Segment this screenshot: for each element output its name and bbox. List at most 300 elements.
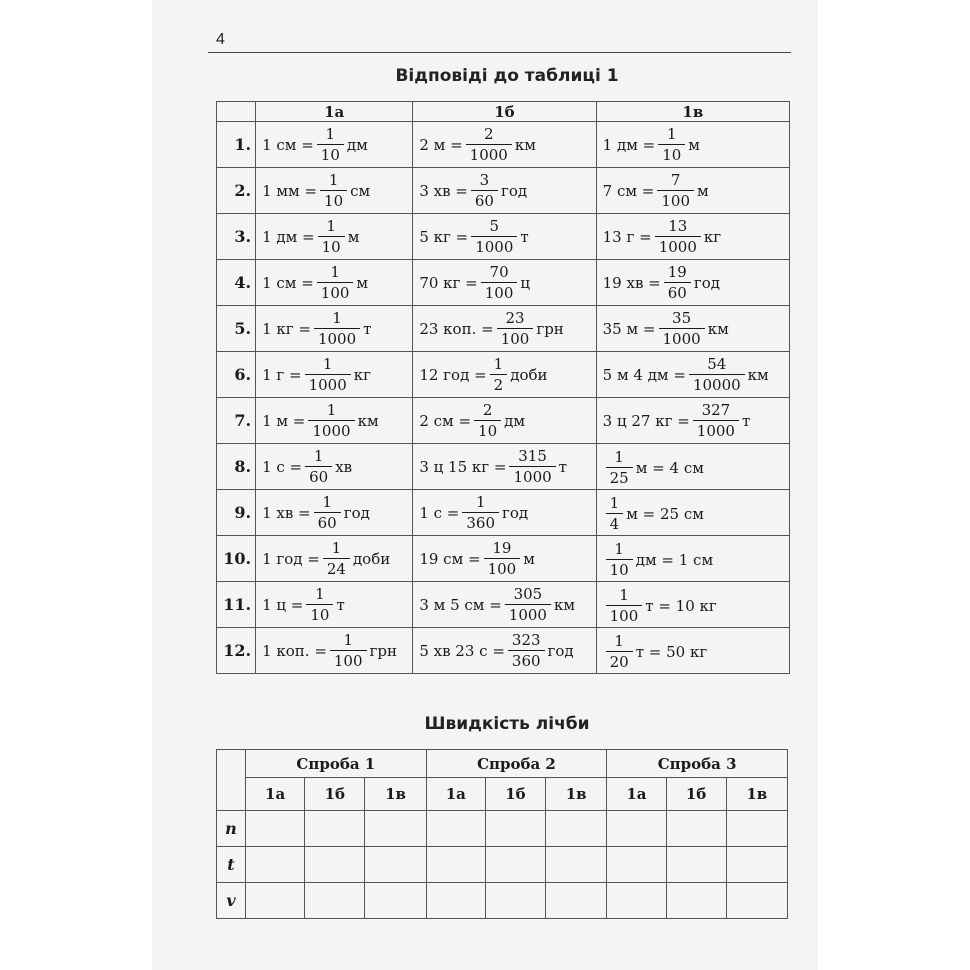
- unit-label: т = 10 кг: [645, 596, 717, 615]
- conversion-expression: [602, 124, 700, 164]
- equation-left: 1 см =: [262, 273, 314, 292]
- attempt-header: Спроба 1: [246, 750, 427, 778]
- conversion-cell: [256, 536, 413, 582]
- denominator: 100: [317, 282, 354, 301]
- denominator: 1000: [659, 328, 705, 347]
- fraction: [509, 446, 555, 486]
- equation-left: 1 дм =: [262, 227, 315, 246]
- denominator: 100: [497, 328, 534, 347]
- fraction: [314, 492, 341, 532]
- conversion-expression: [419, 492, 529, 532]
- conversion-cell: [256, 168, 413, 214]
- unit-label: м: [356, 273, 369, 292]
- conversion-cell: [256, 306, 413, 352]
- numerator: 19: [667, 262, 687, 281]
- blank-cell: [485, 811, 545, 847]
- denominator: 10: [317, 144, 344, 163]
- row-number: 10.: [217, 536, 256, 582]
- conversion-cell: [413, 352, 596, 398]
- subcolumn-header: 1а: [246, 778, 305, 811]
- denominator: 60: [305, 466, 332, 485]
- conversion-expression: [262, 354, 371, 394]
- row-label: v: [217, 883, 246, 919]
- equation-left: 3 м 5 см =: [419, 595, 502, 614]
- table-row: [217, 352, 790, 398]
- conversion-cell: [413, 444, 596, 490]
- equation-left: 1 хв =: [262, 503, 311, 522]
- blank-cell: [305, 883, 365, 919]
- numerator: 3: [479, 170, 490, 189]
- fraction: [606, 631, 633, 671]
- conversion-cell: [256, 214, 413, 260]
- numerator: 1: [330, 262, 340, 281]
- fraction: [318, 216, 345, 256]
- fraction: [306, 584, 333, 624]
- fraction: [657, 170, 694, 210]
- unit-label: см: [350, 181, 371, 200]
- conversion-expression: [262, 584, 345, 624]
- denominator: 1000: [305, 374, 351, 393]
- conversion-expression: [602, 170, 709, 210]
- row-label: t: [217, 847, 246, 883]
- table-row: [217, 260, 790, 306]
- denominator: 100: [606, 605, 643, 624]
- equation-left: 1 см =: [262, 135, 314, 154]
- subcolumn-header: 1а: [607, 778, 666, 811]
- unit-label: кг: [353, 365, 371, 384]
- subcolumn-header: 1б: [485, 778, 545, 811]
- conversion-expression: [602, 262, 720, 302]
- row-number: 8.: [217, 444, 256, 490]
- fraction: [508, 630, 545, 670]
- fraction: [606, 539, 633, 579]
- equation-left: 23 коп. =: [419, 319, 494, 338]
- conversion-expression: [262, 492, 370, 532]
- conversion-expression: [262, 262, 369, 302]
- denominator: 10: [318, 236, 345, 255]
- blank-cell: [545, 811, 606, 847]
- answers-table: [216, 101, 790, 674]
- conversion-expression: [602, 216, 722, 256]
- blank-cell: [607, 847, 666, 883]
- fraction: [474, 400, 501, 440]
- conversion-cell: [413, 306, 596, 352]
- numerator: 1: [343, 630, 353, 649]
- equation-left: 1 год =: [262, 549, 320, 568]
- conversion-cell: [596, 168, 789, 214]
- unit-label: км: [747, 365, 769, 384]
- denominator: 1000: [505, 604, 551, 623]
- row-number: 3.: [217, 214, 256, 260]
- table2-title: Швидкість лічби: [424, 714, 590, 734]
- blank-cell: [666, 883, 726, 919]
- numerator: 1: [666, 124, 677, 143]
- conversion-cell: [256, 398, 413, 444]
- conversion-expression: [419, 538, 535, 578]
- unit-label: год: [693, 273, 720, 292]
- unit-label: т = 50 кг: [635, 642, 708, 661]
- conversion-cell: [596, 352, 789, 398]
- fraction: [481, 262, 518, 302]
- conversion-cell: [256, 628, 413, 674]
- subcolumn-header: 1в: [365, 778, 426, 811]
- conversion-cell: [413, 168, 596, 214]
- unit-label: доби: [510, 365, 548, 384]
- table-row: [217, 214, 790, 260]
- numerator: 1: [614, 539, 624, 558]
- unit-label: км: [553, 595, 576, 614]
- denominator: 100: [330, 650, 367, 669]
- fraction: [330, 630, 367, 670]
- conversion-expression: [419, 262, 531, 302]
- conversion-cell: [596, 536, 789, 582]
- fraction: [484, 538, 521, 578]
- subcolumn-header: 1б: [666, 778, 726, 811]
- denominator: 60: [664, 282, 691, 301]
- numerator: 7: [670, 170, 681, 189]
- blank-cell: [246, 811, 305, 847]
- unit-label: м = 4 см: [635, 458, 704, 477]
- table-row: [217, 536, 790, 582]
- table-row: [217, 306, 790, 352]
- fraction: [305, 446, 332, 486]
- column-header: 1а: [256, 102, 413, 122]
- row-number: 1.: [217, 122, 256, 168]
- conversion-expression: [419, 170, 528, 210]
- column-header: 1б: [413, 102, 596, 122]
- fraction: [462, 492, 499, 532]
- conversion-cell: [596, 490, 789, 536]
- numerator: 1: [619, 585, 629, 604]
- fraction: [317, 124, 344, 164]
- numerator: 54: [707, 354, 727, 373]
- equation-left: 1 ц =: [262, 595, 304, 614]
- fraction: [606, 447, 633, 487]
- conversion-cell: [413, 398, 596, 444]
- conversion-cell: [256, 444, 413, 490]
- unit-label: м: [688, 135, 700, 154]
- numerator: 1: [326, 216, 336, 235]
- blank-cell: [426, 811, 485, 847]
- conversion-cell: [256, 122, 413, 168]
- denominator: 360: [508, 650, 545, 669]
- table-row: [217, 122, 790, 168]
- conversion-cell: [413, 582, 596, 628]
- denominator: 60: [314, 512, 341, 531]
- unit-label: год: [500, 181, 528, 200]
- conversion-expression: [262, 308, 372, 348]
- row-number: 2.: [217, 168, 256, 214]
- row-number: 12.: [217, 628, 256, 674]
- unit-label: км: [514, 135, 536, 154]
- unit-label: хв: [335, 457, 353, 476]
- denominator: 1000: [693, 420, 739, 439]
- conversion-expression: [262, 630, 397, 670]
- denominator: 2: [490, 374, 508, 393]
- conversion-cell: [256, 582, 413, 628]
- equation-left: 35 м =: [602, 319, 656, 338]
- conversion-cell: [413, 260, 596, 306]
- denominator: 10: [658, 144, 685, 163]
- numerator: 1: [328, 170, 339, 189]
- unit-label: ц: [520, 273, 531, 292]
- denominator: 100: [484, 558, 521, 577]
- blank-cell: [365, 811, 426, 847]
- speed-row: [217, 847, 788, 883]
- blank-cell: [726, 883, 787, 919]
- numerator: 35: [672, 308, 692, 327]
- unit-label: дм: [504, 411, 526, 430]
- numerator: 1: [313, 446, 324, 465]
- speed-table: [216, 749, 788, 919]
- unit-label: км: [357, 411, 379, 430]
- blank-cell: [726, 811, 787, 847]
- conversion-cell: [413, 536, 596, 582]
- denominator: 1000: [509, 466, 555, 485]
- conversion-cell: [413, 628, 596, 674]
- numerator: 1: [493, 354, 504, 373]
- row-number: 6.: [217, 352, 256, 398]
- table-row: [217, 398, 790, 444]
- conversion-expression: [602, 354, 769, 394]
- conversion-cell: [596, 444, 789, 490]
- conversion-cell: [256, 490, 413, 536]
- conversion-cell: [413, 490, 596, 536]
- conversion-cell: [413, 122, 596, 168]
- equation-left: 1 коп. =: [262, 641, 327, 660]
- conversion-expression: [262, 400, 379, 440]
- conversion-expression: [603, 585, 717, 625]
- fraction: [606, 493, 624, 533]
- blank-cell: [365, 883, 426, 919]
- denominator: 100: [481, 282, 518, 301]
- blank-cell: [305, 847, 365, 883]
- table-row: [217, 168, 790, 214]
- denominator: 1000: [655, 236, 701, 255]
- denominator: 360: [462, 512, 499, 531]
- equation-left: 3 ц 27 кг =: [602, 411, 690, 430]
- attempt-header: Спроба 3: [607, 750, 788, 778]
- equation-left: 1 г =: [262, 365, 302, 384]
- conversion-expression: [262, 446, 353, 486]
- denominator: 1000: [471, 236, 517, 255]
- denominator: 60: [471, 190, 498, 209]
- numerator: 13: [668, 216, 688, 235]
- unit-label: грн: [369, 641, 397, 660]
- fraction: [655, 216, 701, 256]
- blank-cell: [607, 883, 666, 919]
- row-number: 5.: [217, 306, 256, 352]
- conversion-cell: [596, 628, 789, 674]
- equation-left: 12 год =: [419, 365, 487, 384]
- equation-left: 3 хв =: [419, 181, 468, 200]
- table-row: [217, 490, 790, 536]
- speed-row: [217, 883, 788, 919]
- conversion-cell: [413, 214, 596, 260]
- speed-header-row: [217, 750, 788, 778]
- conversion-cell: [596, 306, 789, 352]
- speed-body: [217, 811, 788, 919]
- numerator: 323: [511, 630, 541, 649]
- row-number: 7.: [217, 398, 256, 444]
- equation-left: 1 с =: [419, 503, 460, 522]
- blank-cell: [246, 883, 305, 919]
- conversion-expression: [603, 539, 714, 579]
- blank-cell: [666, 811, 726, 847]
- blank-cell: [726, 847, 787, 883]
- denominator: 10: [606, 559, 633, 578]
- equation-left: 5 кг =: [419, 227, 469, 246]
- fraction: [317, 262, 354, 302]
- numerator: 1: [614, 631, 624, 650]
- numerator: 23: [505, 308, 525, 327]
- column-header: 1в: [596, 102, 789, 122]
- fraction: [490, 354, 508, 394]
- equation-left: 19 см =: [419, 549, 481, 568]
- conversion-expression: [603, 447, 704, 487]
- answers-header-row: [217, 102, 790, 122]
- conversion-expression: [419, 124, 536, 164]
- numerator: 1: [614, 447, 624, 466]
- unit-label: т: [336, 595, 345, 614]
- fraction: [308, 400, 354, 440]
- denominator: 25: [606, 467, 633, 486]
- attempt-header: Спроба 2: [426, 750, 607, 778]
- denominator: 1000: [314, 328, 360, 347]
- equation-left: 7 см =: [602, 181, 655, 200]
- fraction: [659, 308, 705, 348]
- unit-label: дм = 1 см: [635, 550, 714, 569]
- numerator: 1: [326, 400, 337, 419]
- conversion-cell: [256, 352, 413, 398]
- unit-label: кг: [703, 227, 722, 246]
- equation-left: 1 мм =: [262, 181, 318, 200]
- conversion-expression: [262, 170, 371, 210]
- blank-cell: [365, 847, 426, 883]
- conversion-expression: [602, 308, 729, 348]
- equation-left: 13 г =: [602, 227, 652, 246]
- fraction: [606, 585, 643, 625]
- fraction: [305, 354, 351, 394]
- unit-label: год: [547, 641, 574, 660]
- denominator: 10: [320, 190, 347, 209]
- conversion-expression: [602, 400, 751, 440]
- unit-label: км: [707, 319, 729, 338]
- blank-cell: [607, 811, 666, 847]
- answers-body: [217, 122, 790, 674]
- denominator: 10: [306, 604, 333, 623]
- subcolumn-header: 1в: [726, 778, 787, 811]
- fraction: [689, 354, 745, 394]
- unit-label: год: [343, 503, 370, 522]
- blank-cell: [666, 847, 726, 883]
- unit-label: м: [347, 227, 360, 246]
- table-row: [217, 628, 790, 674]
- numerator: 1: [332, 308, 342, 327]
- unit-label: дм: [346, 135, 368, 154]
- denominator: 100: [657, 190, 694, 209]
- unit-label: т: [558, 457, 567, 476]
- unit-label: год: [502, 503, 529, 522]
- numerator: 1: [609, 493, 620, 512]
- fraction: [505, 584, 551, 624]
- numerator: 1: [331, 538, 342, 557]
- subcolumn-header: 1а: [426, 778, 485, 811]
- unit-label: м: [697, 181, 709, 200]
- table-row: [217, 582, 790, 628]
- numerator: 2: [483, 124, 494, 143]
- numerator: 5: [489, 216, 500, 235]
- equation-left: 5 хв 23 с =: [419, 641, 505, 660]
- equation-left: 19 хв =: [602, 273, 661, 292]
- fraction: [471, 170, 498, 210]
- denominator: 1000: [308, 420, 354, 439]
- fraction: [320, 170, 347, 210]
- answers-corner-cell: [217, 102, 256, 122]
- conversion-expression: [419, 354, 548, 394]
- fraction: [471, 216, 517, 256]
- header-rule: [208, 52, 791, 53]
- fraction: [314, 308, 360, 348]
- equation-left: 1 м =: [262, 411, 306, 430]
- unit-label: т: [363, 319, 372, 338]
- row-label: n: [217, 811, 246, 847]
- denominator: 20: [606, 651, 633, 670]
- unit-label: м = 25 см: [626, 504, 704, 523]
- equation-left: 1 дм =: [602, 135, 656, 154]
- row-number: 4.: [217, 260, 256, 306]
- unit-label: т: [520, 227, 529, 246]
- unit-label: м: [523, 549, 535, 568]
- equation-left: 2 см =: [419, 411, 472, 430]
- table1-title: Відповіді до таблиці 1: [395, 66, 619, 86]
- subcolumn-header: 1в: [545, 778, 606, 811]
- unit-label: т: [741, 411, 751, 430]
- equation-left: 1 кг =: [262, 319, 311, 338]
- blank-cell: [545, 847, 606, 883]
- conversion-expression: [262, 538, 391, 578]
- unit-label: грн: [536, 319, 564, 338]
- equation-left: 3 ц 15 кг =: [419, 457, 507, 476]
- denominator: 10000: [689, 374, 745, 393]
- unit-label: доби: [352, 549, 391, 568]
- denominator: 24: [323, 558, 350, 577]
- conversion-cell: [596, 260, 789, 306]
- blank-cell: [246, 847, 305, 883]
- numerator: 19: [492, 538, 512, 557]
- conversion-cell: [596, 398, 789, 444]
- conversion-expression: [419, 446, 567, 486]
- row-number: 9.: [217, 490, 256, 536]
- numerator: 315: [518, 446, 547, 465]
- conversion-cell: [256, 260, 413, 306]
- conversion-expression: [419, 630, 574, 670]
- conversion-expression: [603, 631, 708, 671]
- fraction: [466, 124, 512, 164]
- numerator: 1: [322, 354, 333, 373]
- blank-cell: [426, 883, 485, 919]
- numerator: 1: [322, 492, 332, 511]
- numerator: 1: [325, 124, 336, 143]
- blank-cell: [485, 847, 545, 883]
- speed-corner-cell: [217, 750, 246, 811]
- conversion-expression: [262, 216, 360, 256]
- numerator: 1: [475, 492, 486, 511]
- conversion-expression: [262, 124, 368, 164]
- conversion-expression: [419, 400, 526, 440]
- conversion-expression: [419, 308, 564, 348]
- denominator: 4: [606, 513, 624, 532]
